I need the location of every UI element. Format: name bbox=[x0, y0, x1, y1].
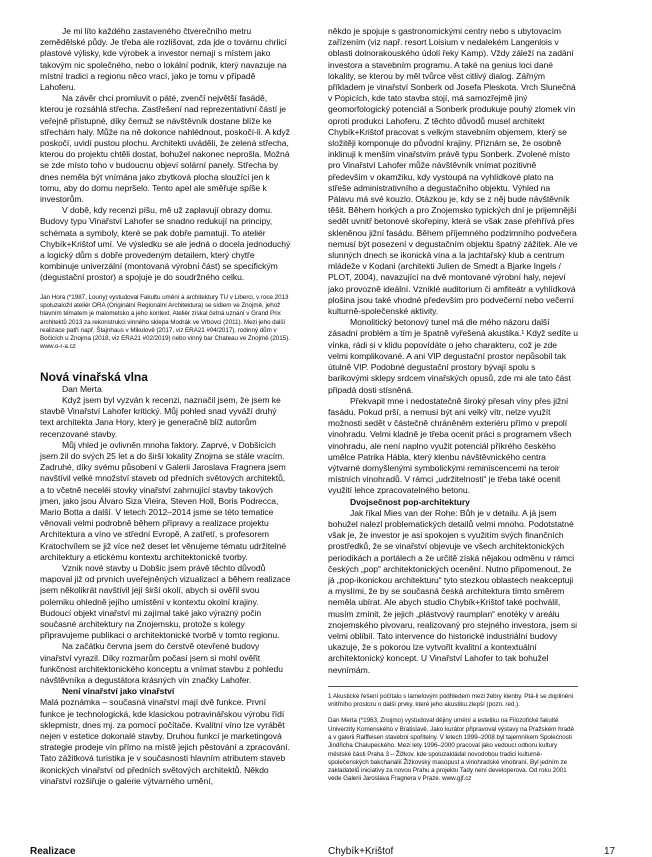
footnote: 1 Akustické řešení počítalo s lamelovým podhledem mezi žebry klenby. Ptá-li se dopliněni vnitřního prostoru o další prvky, které jeho akustiku zlepší (pozn. red.). bbox=[328, 692, 574, 709]
article-author: Dan Merta bbox=[62, 383, 102, 394]
paragraph: Monolitický betonový tunel má dle mého názoru další zásadní problém a tím je špatně vyřešená akustika.¹ Když sedíte u vínka, rádi si v klidu popovídáte o jeho charakteru, což je zde velmi komplikované. A ani VIP degustační prostor nepůsobil tak útulně VIP. Podobné degustační prostory bývají spolu s barikovými sklepy srdcem vinařských opusů, zde mi ale tato část připadá dosti stísněná. bbox=[328, 317, 578, 395]
page-number: 17 bbox=[604, 846, 616, 857]
section-subheading: Není vinařství jako vinařství bbox=[62, 686, 175, 697]
paragraph: V době, kdy recenzi píšu, mě už zaplavují obrazy domu. Budovy typu Vinařství Lahofer se snadno redukují na principy, schémata a symboly, které se pak dobře pamatují. To ateliér Chybík+Krištof umí. Ve výsledku se ale jedná o docela jednoduchý a logický dům s dobře provedeným detailem, který chytře kombinuje univerzální (montovaná výrobní část) se specifickým (degustační prostor) a spojuje je do soudržného celku. bbox=[40, 205, 291, 283]
running-header: Chybík+Krištof bbox=[328, 846, 394, 857]
paragraph: Vznik nové stavby u Dobšic jsem právě těchto důvodů mapoval již od prvních uveřejněných vizualizací a během realizace jsem několikrát navštívil její širší okolí, abych si ověřil svou polemiku ohledně jejího umístění v kontextu okolní krajiny. Budoucí objekt vinařství mi zajímal také jako výrazný počin současné architektury na Znojemsku, protože s kolegy připravujeme publikaci o architektonické tvorbě v tomto regionu. bbox=[40, 563, 291, 641]
paragraph: Když jsem byl vyzván k recenzi, naznačil jsem, že jsem ke stavbě Vinařství Lahofer kritický. Můj pohled snad vyváží druhý text architekta Jana Hory, který je generačně blíž autorům recenzované stavby. bbox=[40, 394, 281, 439]
article-heading: Nová vinařská vlna bbox=[40, 369, 148, 384]
paragraph: Je mi líto každého zastaveného čtverečního metru zemědělské půdy. Je třeba ale rozlišovat, zda jde o továrnu chrlicí plastové výlisky, kde výrobek a investor nemají s místem jako takovým nic společného, nebo o lokální podnik, který navazuje na místní tradici a regionu něco vrací, jako je tomu v případě Lahoferu. bbox=[40, 26, 287, 93]
paragraph: Na závěr chci promluvit o páté, zvenčí největší fasádě, kterou je rozsáhlá střecha. Zastřešení nad reprezentativní částí je veřejně přístupné, díky čemuž se návštěvník dostane blíže ke střechám haly. Může na ně dokonce nahlédnout, poskočí-li. A když poskočí, uvidí pustou plochu. Architekti uváděli, že zelená střecha, kterou do projektu chtěli dostat, bohužel nakonec neprošla. Možná se zde místo toho v budoucnu objeví solární panely. Střecha by dnes neměla být vnímána jako zbytková plocha sloužící jen k tomu, aby do domu nepršelo. Tento apel ale směřuje spíše k investorům. bbox=[40, 93, 290, 205]
section-label: Realizace bbox=[30, 846, 76, 857]
paragraph: někdo je spojuje s gastronomickými centry nebo s ubytovacím zařízením (viz např. resort Loisium v nedalekém Langenlois v oblasti dolnorakouského údolí řeky Kamp). Vždy záleží na zadání investora a stavebním programu. A také na genius loci dané lokality, se kterou by měl tvůrce věst citlivý dialog. Zářným příkladem je vinařství Sonberk od Josefa Pleskota. Vrch Slunečná v Popicích, kde tato stavba stojí, má samozřejmě jiný geomorfologický potenciál a Sonberk produkuje pouhý zlomek vín oproti produkci Lahoferu. Z těchto důvodů musel architekt Chybík+Krištof pracovat s velkým stavebním objemem, který se složitěji komponuje do původní krajiny. Přiznám se, že osobně inklinuji k menším vinařstvím právě typu Sonberk. Zvolené místo pro Vinařství Lahofer může návštěvník vnímat pozitivně především v okamžiku, kdy vystoupá na vyhlídkové plato na střeše administrativního a degustačního objektu. Výhled na Pálavu má své kouzlo. Otázkou je, kdy se z něj bude návštěvník těšit. Během horkých a pro Znojemsko typických dní je prijemnější sedět uvnitř betonové skořepiny, která se však zase přehřívá přes skleněnou jižní fasádu. Během příjemného podzimního podvečera nemusí být posezení v degustačním objektu špatný zážitek. Ale ve slunných dnech se ikonická vína a la jachtařský klub a centrum mládeže v Kodani (architekti Julien de Smedt a Bjarke Ingels / PLOT, 2004), navazující na dvě montované výrobní haly, nejeví jako provozně ideální. Vzniklé auditorium či amfiteátr a vyhlídková plošina jsou také vhodné především pro podvečerní nebo večerní kulturně-společenské aktivity. bbox=[328, 26, 578, 317]
paragraph: Překvapil mne i nedostatečně široký přesah víny přes jižní fasádu. Pokud prší, a nemusí být ani velký vítr, nelze využít možnosti sedět v částečně chráněném exteriéru přímo v prepolí vinohradu. Velmi kladně je třeba ocenit práci s programem všech vinohradu, ale není naplno využit potenciál příkrého českého umělce Patrika Hábla, který klenbu návštěvnického centra výtvarné domyšlenými symbolickými reminiscencemi na teroir místních vinohradů. V rámci „udržitelnosti“ je třeba také ocenit využití lehce zpracovatelného betonu. bbox=[328, 395, 572, 496]
paragraph: Jak říkal Mies van der Rohe: Bůh je v detailu. A já jsem bohužel nalezl problematických detailů velmi mnoho. Podotstatné však je, že investor je asi spokojen s využitím svých finančních prostředků, že se vinařství objevuje ve všech architektonických periodikách a portálech a že určitě získá nějakou odměnu v rámci českých „pop“ architektonických ocenění. Nutno připomenout, že já „pop-ikonickou architekturu“ tyto stezkou oblastech neakceptuji a myslími, že by se současná česká architektura tímto směrem neměla ubírat. Ale abych studio Chybík+Krištof také pochválil, musím zmínit, že jejich „plástvový raumplan“ enotéky v areálu znojemského pivovaru, realizovaný pro stejného investora, jsem si velmi oblíbil. Tato intervence do historické industriální budovy ukazuje, že s pokorou lze vytvořit kvalitní a kontextuální architektonický koncept. U Vinařství Lahofer to tak bohužel nevnímám. bbox=[328, 507, 577, 675]
author-bio: Dan Merta (*1963, Znojmo) vystudoval dějiny umění a estetiku na Filozofické fakultě Univerzity Komenského v Bratislavě. Jako kurátor připravoval výstavy na Pražském hradě a v galerii Raiffeisen stavební spořitelny. V letech 1999–2008 byl tajemníkem Společnosti Jindřicha Chalupeckého. Mezi lety 1996–2000 pracoval jako vedoucí odboru kultury městské části Praha 3 – Žižkov, kde spoluzakládal novodobou tradici kulturně-společenských bakchanálií Žižkovský masopust a vinohradské vinobraní. Byl jedním ze zakladatelů iniciativy za novou Prahu a projektu Tady není developerova. Od roku 2001 vede Galerii Jaroslava Fragnera v Praze. www.gjf.cz bbox=[328, 717, 574, 783]
paragraph: Můj vhled je ovlivněn mnoha faktory. Zaprvé, v Dobšicích jsem žil do svých 25 let a do širší lokality Znojma se stále vracím. Zadruhé, díky svému působení v Galerii Jaroslava Fragnera jsem navštívil velké množství staveb od předních světových architektů, a to včetně neceléi stovky vinařství zahrnující stavby takových jmen, jako jsou Álvaro Siza Vieira, Steven Holl, Boris Podrecca, Mario Botta a další. V letech 2012–2014 jsme se této tematice věnovali velmi podrobně během přípravy a realizace projektu Architektura a víno ve střední Evropě. A zatřetí, s profesorem Kratochvílem se již více než deset let věnujeme tématu udržitelné architektury a etickému kontextu architektonické tvorby. bbox=[40, 439, 287, 562]
section-subheading: Dvojsečnost pop-architektury bbox=[350, 496, 470, 507]
footnote-divider bbox=[328, 686, 578, 687]
left-column bbox=[40, 26, 292, 787]
paragraph: Na začátku června jsem do čerstvě otevřené budovy vinařství vyrazil. Díky rozmarům počasí jsem si mohl ověřit funkčnost architektonického konceptu a vnímat stavbu z pohledu návštěvníka a degustátora krásných vín značky Lahofer. bbox=[40, 641, 283, 686]
paragraph: Malá poznámka – současná vinařství mají dvě funkce. První funkce je technologická, kde klasickou potravinářskou výrobu řídí sklepmistr, dnes mj. za pomocí počítače. Kvalitní víno lze vyrábět nejen v estetice dokonalé stavby. Druhou funkcí je marketingová strategie prodeje vín přímo na místě jejich pěstování a zpracování. Tato zážitková turistika je v současnosti hlavním atributem staveb ikonických vinařství od předních světových architektů. Někdo vinařství rozšiřuje o galerie výtvarného umění, bbox=[40, 697, 290, 786]
author-bio: Jan Hora (*1987, Louny) vystudoval Fakultu umění a architektury TU v Liberci, v roce 2013 spoluzaložil ateliér ORA (Originální Regionální Architektura) se sídlem ve Znojmě, jehož hlavním tématem je malometsko a jeho kontext. Ateliér získal četná uznání v Grand Prix architektů 2013 za rekonstrukci vinného sklepa Modrák ve Vrbovci (2011). Mezi jeho další realizace patří např. Štajnhaus v Mikulově (2017, viz ERA21 #04/2017), rodinný dům v Bočicích u Znojma (2018, viz ERA21 #02/2019) nebo vinný bar Chateau ve Znojmě (2015). www.o-r-a.cz bbox=[40, 293, 290, 351]
right-column bbox=[328, 26, 578, 784]
